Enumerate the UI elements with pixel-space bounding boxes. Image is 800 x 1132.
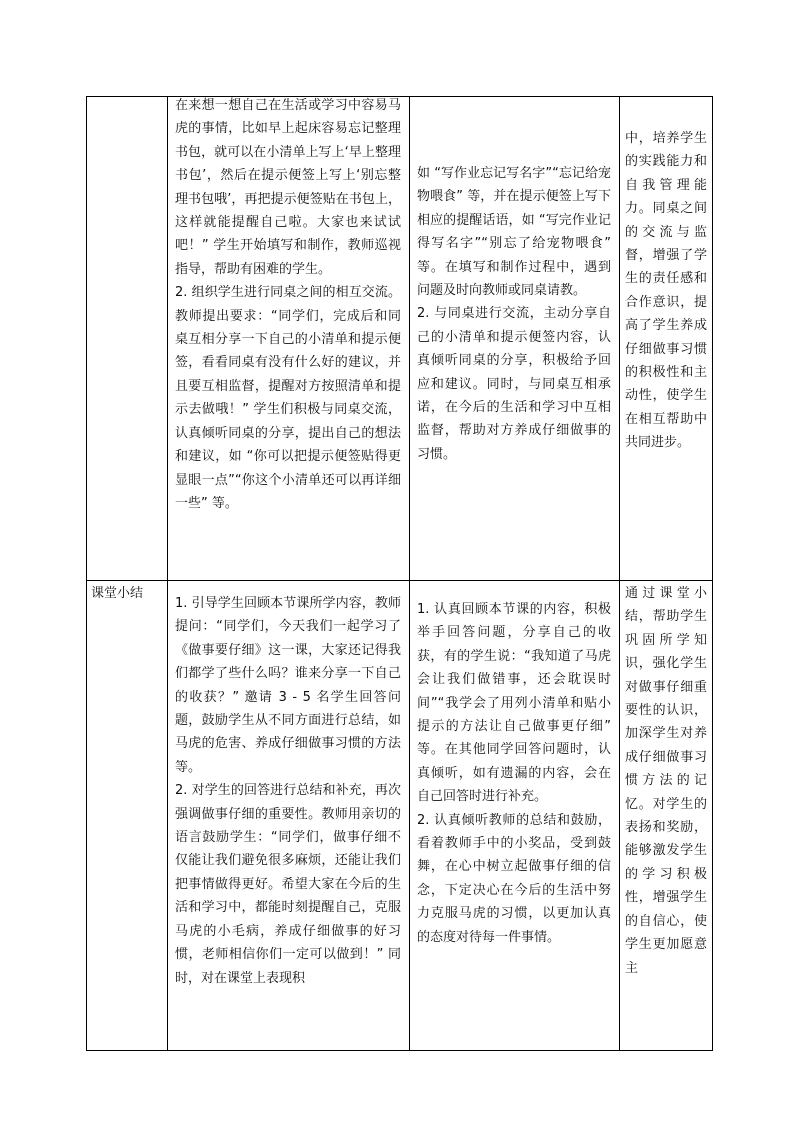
column-divider-2 <box>409 96 410 1051</box>
teacher-activity-cell: 1. 引导学生回顾本节课所学内容，教师提问：“同学们，今天我们一起学习了《做事要仔细》这一课，大家还记得我们都学了些什么吗？谁来分享一下自己的收获？” 邀请 3 - 5 名学生回答问题，鼓励学生从不同方面进行总结，如马虎的危害、养成仔细做事习惯的方法等。 2. 对学生的回答进行总结和补充，再次强调做事仔细的重要性。教师用亲切的语言鼓励学生：“同学们，做事仔细不仅能让我们避免很多麻烦，还能让我们把事情做得更好。希望大家在今后的生活和学习中，都能时刻提醒自己，克服马虎的小毛病，养成仔细做事的好习惯，老师相信你们一定可以做到！” 同时，对在课堂上表现积 <box>175 596 401 986</box>
design-intent-cell: 通过课堂小结，帮助学生巩固所学知识，强化学生对做事仔细重要性的认识，加深学生对养成仔细做事习惯方法的记忆。对学生的表扬和奖励，能够激发学生的学习积极性，增强学生的自信心，使学生更加愿意主 <box>625 586 707 976</box>
teacher-activity-cell: 在来想一想自己在生活或学习中容易马虎的事情，比如早上起床容易忘记整理书包，就可以在小清单上写上‘早上整理书包’，然后在提示便签上写上‘别忘整理书包哦’，再把提示便签贴在书包上，这样就能提醒自己啦。大家也来试试吧！” 学生开始填写和制作，教师巡视指导，帮助有困难的学生。 2. 组织学生进行同桌之间的相互交流。教师提出要求：“同学们，完成后和同桌互相分享一下自己的小清单和提示便签，看看同桌有没有什么好的建议，并且要互相监督，提醒对方按照清单和提示去做哦！” 学生们积极与同桌交流，认真倾听同桌的分享，提出自己的想法和建议，如 “你可以把提示便签贴得更显眼一点”“你这个小清单还可以再详细一些” 等。 <box>175 98 401 511</box>
design-intent-cell: 中，培养学生的实践能力和自我管理能力。同桌之间的交流与监督，增强了学生的责任感和合作意识，提高了学生养成仔细做事习惯的积极性和主动性，使学生在相互帮助中共同进步。 <box>625 131 707 451</box>
lesson-plan-table <box>86 96 713 1051</box>
table-border-bottom <box>86 1050 713 1051</box>
column-divider-1 <box>167 96 168 1051</box>
student-activity-cell: 1. 认真回顾本节课的内容，积极举手回答问题，分享自己的收获，有的学生说：“我知道了马虎会让我们做错事，还会耽误时间”“我学会了用列小清单和贴小提示的方法让自己做事更仔细” 等。在其他同学回答问题时，认真倾听，如有遗漏的内容，会在自己回答时进行补充。 2. 认真倾听教师的总结和鼓励，看着教师手中的小奖品，受到鼓舞，在心中树立起做事仔细的信念，下定决心在今后的生活中努力克服马虎的习惯，以更加认真的态度对待每一件事情。 <box>417 602 611 945</box>
table-border-right <box>712 96 713 1051</box>
table-border-left <box>86 96 87 1051</box>
column-divider-3 <box>619 96 620 1051</box>
row-divider <box>86 580 713 581</box>
row-label-summary: 课堂小结 <box>91 586 144 601</box>
student-activity-cell: 如 “写作业忘记写名字”“忘记给宠物喂食” 等，并在提示便签上写下相应的提醒话语，如 “写完作业记得写名字”“别忘了给宠物喂食” 等。在填写和制作过程中，遇到问题及时向教师或同桌请教。 2. 与同桌进行交流，主动分享自己的小清单和提示便签内容，认真倾听同桌的分享，积极给予回应和建议。同时，与同桌互相承诺，在今后的生活和学习中互相监督，帮助对方养成仔细做事的习惯。 <box>417 166 611 462</box>
